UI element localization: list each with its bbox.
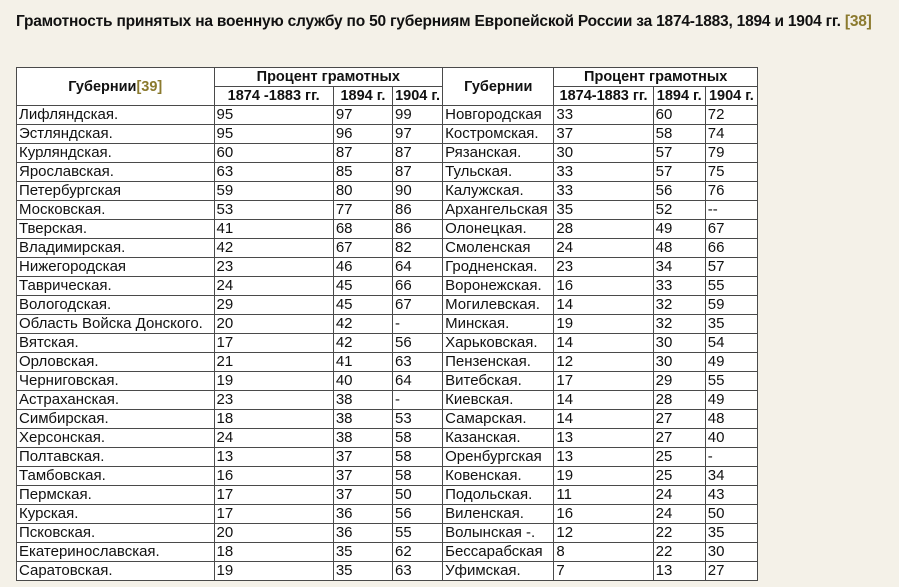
gubernia-name: Астраханская. xyxy=(17,391,215,410)
value-1874-1883-right: 17 xyxy=(554,372,653,391)
value-1904: 50 xyxy=(392,486,442,505)
value-1874-1883: 60 xyxy=(214,144,333,163)
value-1894-right: 34 xyxy=(653,258,705,277)
value-1894: 46 xyxy=(333,258,392,277)
value-1904-right: 66 xyxy=(705,239,757,258)
gubernia-name: Черниговская. xyxy=(17,372,215,391)
value-1894: 38 xyxy=(333,391,392,410)
value-1904: 99 xyxy=(392,106,442,125)
value-1904: - xyxy=(392,315,442,334)
value-1874-1883: 18 xyxy=(214,410,333,429)
value-1894: 85 xyxy=(333,163,392,182)
gubernia-name-right: Смоленская xyxy=(443,239,554,258)
gubernii-footnote-link[interactable]: [39] xyxy=(136,78,163,95)
value-1904-right: 40 xyxy=(705,429,757,448)
value-1874-1883: 17 xyxy=(214,505,333,524)
gubernia-name-right: Ковенская. xyxy=(443,467,554,486)
gubernia-name-right: Волынская -. xyxy=(443,524,554,543)
value-1874-1883-right: 16 xyxy=(554,277,653,296)
value-1874-1883-right: 28 xyxy=(554,220,653,239)
value-1874-1883-right: 24 xyxy=(554,239,653,258)
table-row xyxy=(17,486,758,505)
table-row xyxy=(17,277,758,296)
value-1874-1883: 59 xyxy=(214,182,333,201)
year-header: 1894 г. xyxy=(333,87,392,106)
value-1894-right: 52 xyxy=(653,201,705,220)
gubernia-name: Екатеринославская. xyxy=(17,543,215,562)
value-1894: 37 xyxy=(333,486,392,505)
gubernia-name: Вологодская. xyxy=(17,296,215,315)
value-1894-right: 27 xyxy=(653,410,705,429)
value-1904-right: 67 xyxy=(705,220,757,239)
gubernia-name: Таврическая. xyxy=(17,277,215,296)
table-body xyxy=(17,106,758,581)
year-header-right: 1904 г. xyxy=(705,87,757,106)
value-1874-1883-right: 35 xyxy=(554,201,653,220)
value-1894-right: 25 xyxy=(653,467,705,486)
value-1874-1883: 17 xyxy=(214,486,333,505)
value-1894: 68 xyxy=(333,220,392,239)
gubernia-name: Петербургская xyxy=(17,182,215,201)
value-1874-1883-right: 30 xyxy=(554,144,653,163)
value-1904-right: 72 xyxy=(705,106,757,125)
table-row xyxy=(17,353,758,372)
table-row xyxy=(17,429,758,448)
value-1874-1883-right: 11 xyxy=(554,486,653,505)
value-1904-right: 34 xyxy=(705,467,757,486)
gubernia-name: Московская. xyxy=(17,201,215,220)
value-1874-1883-right: 14 xyxy=(554,410,653,429)
year-header-right: 1894 г. xyxy=(653,87,705,106)
value-1894-right: 22 xyxy=(653,524,705,543)
gubernia-name: Курская. xyxy=(17,505,215,524)
value-1874-1883-right: 12 xyxy=(554,353,653,372)
gubernia-name: Тамбовская. xyxy=(17,467,215,486)
gubernia-name-right: Бессарабская xyxy=(443,543,554,562)
value-1904: 56 xyxy=(392,505,442,524)
literacy-table xyxy=(16,67,758,581)
value-1904: 58 xyxy=(392,448,442,467)
value-1894: 67 xyxy=(333,239,392,258)
value-1894-right: 24 xyxy=(653,486,705,505)
gubernia-name-right: Казанская. xyxy=(443,429,554,448)
gubernia-name: Пермская. xyxy=(17,486,215,505)
gubernia-name-right: Воронежская. xyxy=(443,277,554,296)
value-1874-1883: 20 xyxy=(214,315,333,334)
value-1874-1883-right: 13 xyxy=(554,448,653,467)
value-1874-1883: 19 xyxy=(214,372,333,391)
gubernii-header-right: Губернии xyxy=(443,68,554,106)
value-1894: 38 xyxy=(333,429,392,448)
table-row xyxy=(17,448,758,467)
gubernia-name-right: Пензенская. xyxy=(443,353,554,372)
value-1904: 55 xyxy=(392,524,442,543)
value-1904-right: -- xyxy=(705,201,757,220)
table-row xyxy=(17,315,758,334)
gubernia-name-right: Тульская. xyxy=(443,163,554,182)
year-header-right: 1874-1883 гг. xyxy=(554,87,653,106)
table-row xyxy=(17,144,758,163)
value-1894: 87 xyxy=(333,144,392,163)
value-1904-right: 30 xyxy=(705,543,757,562)
table-row xyxy=(17,562,758,581)
value-1874-1883-right: 19 xyxy=(554,467,653,486)
value-1894-right: 32 xyxy=(653,315,705,334)
value-1904-right: 49 xyxy=(705,391,757,410)
year-header: 1904 г. xyxy=(392,87,442,106)
percent-header-right: Процент грамотных xyxy=(554,68,758,87)
value-1894-right: 57 xyxy=(653,163,705,182)
value-1894: 96 xyxy=(333,125,392,144)
title-footnote-link[interactable]: [38] xyxy=(844,13,872,30)
gubernia-name-right: Подольская. xyxy=(443,486,554,505)
table-row xyxy=(17,296,758,315)
value-1894: 41 xyxy=(333,353,392,372)
gubernia-name-right: Калужская. xyxy=(443,182,554,201)
value-1874-1883-right: 19 xyxy=(554,315,653,334)
value-1894: 45 xyxy=(333,296,392,315)
value-1894-right: 30 xyxy=(653,334,705,353)
value-1904: 56 xyxy=(392,334,442,353)
value-1904-right: 59 xyxy=(705,296,757,315)
table-row xyxy=(17,391,758,410)
table-row xyxy=(17,106,758,125)
gubernia-name-right: Костромская. xyxy=(443,125,554,144)
percent-header: Процент грамотных xyxy=(214,68,443,87)
value-1904-right: 48 xyxy=(705,410,757,429)
value-1894-right: 27 xyxy=(653,429,705,448)
value-1904-right: 35 xyxy=(705,315,757,334)
value-1874-1883: 53 xyxy=(214,201,333,220)
value-1874-1883: 13 xyxy=(214,448,333,467)
table-row xyxy=(17,505,758,524)
gubernia-name: Курляндская. xyxy=(17,144,215,163)
value-1874-1883-right: 33 xyxy=(554,106,653,125)
value-1904-right: 75 xyxy=(705,163,757,182)
gubernia-name-right: Виленская. xyxy=(443,505,554,524)
value-1874-1883: 17 xyxy=(214,334,333,353)
value-1874-1883: 19 xyxy=(214,562,333,581)
value-1904-right: 76 xyxy=(705,182,757,201)
value-1904: 53 xyxy=(392,410,442,429)
value-1904: 97 xyxy=(392,125,442,144)
gubernia-name-right: Рязанская. xyxy=(443,144,554,163)
table-row xyxy=(17,524,758,543)
value-1904: 63 xyxy=(392,353,442,372)
gubernia-name: Саратовская. xyxy=(17,562,215,581)
value-1894: 42 xyxy=(333,315,392,334)
title-text: Грамотность принятых на военную службу по 50 губерниям Европейской России за 1874-1883, 1894 и 1904 гг. xyxy=(16,13,841,30)
gubernia-name: Полтавская. xyxy=(17,448,215,467)
value-1904: 90 xyxy=(392,182,442,201)
value-1904: 64 xyxy=(392,258,442,277)
value-1874-1883-right: 33 xyxy=(554,163,653,182)
table-row xyxy=(17,182,758,201)
gubernia-name: Вятская. xyxy=(17,334,215,353)
value-1894: 36 xyxy=(333,524,392,543)
value-1874-1883: 18 xyxy=(214,543,333,562)
gubernia-name: Орловская. xyxy=(17,353,215,372)
gubernia-name-right: Уфимская. xyxy=(443,562,554,581)
value-1894-right: 28 xyxy=(653,391,705,410)
value-1874-1883-right: 37 xyxy=(554,125,653,144)
value-1874-1883: 24 xyxy=(214,429,333,448)
value-1874-1883-right: 8 xyxy=(554,543,653,562)
gubernia-name-right: Олонецкая. xyxy=(443,220,554,239)
gubernia-name-right: Архангельская xyxy=(443,201,554,220)
value-1894-right: 13 xyxy=(653,562,705,581)
table-row xyxy=(17,543,758,562)
value-1874-1883-right: 33 xyxy=(554,182,653,201)
value-1894: 37 xyxy=(333,467,392,486)
value-1904-right: 79 xyxy=(705,144,757,163)
value-1904-right: 55 xyxy=(705,277,757,296)
gubernia-name-right: Гродненская. xyxy=(443,258,554,277)
value-1874-1883: 63 xyxy=(214,163,333,182)
value-1874-1883-right: 14 xyxy=(554,334,653,353)
value-1904: 87 xyxy=(392,144,442,163)
value-1904: 62 xyxy=(392,543,442,562)
value-1874-1883: 24 xyxy=(214,277,333,296)
value-1874-1883-right: 12 xyxy=(554,524,653,543)
value-1894-right: 48 xyxy=(653,239,705,258)
value-1904-right: 50 xyxy=(705,505,757,524)
value-1874-1883-right: 14 xyxy=(554,296,653,315)
value-1894: 77 xyxy=(333,201,392,220)
value-1894: 35 xyxy=(333,543,392,562)
page-title xyxy=(16,12,896,31)
gubernia-name: Лифляндская. xyxy=(17,106,215,125)
gubernia-name-right: Могилевская. xyxy=(443,296,554,315)
gubernia-name-right: Оренбургская xyxy=(443,448,554,467)
value-1894-right: 57 xyxy=(653,144,705,163)
value-1904-right: 49 xyxy=(705,353,757,372)
value-1904-right: 43 xyxy=(705,486,757,505)
value-1874-1883-right: 14 xyxy=(554,391,653,410)
gubernia-name: Херсонская. xyxy=(17,429,215,448)
value-1874-1883: 16 xyxy=(214,467,333,486)
value-1894-right: 29 xyxy=(653,372,705,391)
value-1894: 97 xyxy=(333,106,392,125)
table-row xyxy=(17,258,758,277)
table-row xyxy=(17,163,758,182)
value-1874-1883: 21 xyxy=(214,353,333,372)
value-1894-right: 49 xyxy=(653,220,705,239)
value-1874-1883: 23 xyxy=(214,258,333,277)
value-1894: 36 xyxy=(333,505,392,524)
gubernia-name: Псковская. xyxy=(17,524,215,543)
table-row xyxy=(17,467,758,486)
value-1874-1883: 95 xyxy=(214,106,333,125)
gubernia-name: Владимирская. xyxy=(17,239,215,258)
gubernia-name: Симбирская. xyxy=(17,410,215,429)
table-row xyxy=(17,220,758,239)
year-header: 1874 -1883 гг. xyxy=(214,87,333,106)
value-1904: 87 xyxy=(392,163,442,182)
value-1874-1883: 23 xyxy=(214,391,333,410)
value-1904-right: 35 xyxy=(705,524,757,543)
value-1904-right: 54 xyxy=(705,334,757,353)
value-1904: 66 xyxy=(392,277,442,296)
value-1894: 45 xyxy=(333,277,392,296)
value-1894: 40 xyxy=(333,372,392,391)
gubernia-name-right: Витебская. xyxy=(443,372,554,391)
value-1874-1883: 29 xyxy=(214,296,333,315)
gubernia-name: Ярославская. xyxy=(17,163,215,182)
gubernia-name-right: Киевская. xyxy=(443,391,554,410)
gubernii-header: Губернии[39] xyxy=(17,68,215,106)
value-1904: 86 xyxy=(392,201,442,220)
value-1904-right: 55 xyxy=(705,372,757,391)
value-1904: 67 xyxy=(392,296,442,315)
value-1894-right: 30 xyxy=(653,353,705,372)
value-1904: 58 xyxy=(392,429,442,448)
value-1874-1883: 42 xyxy=(214,239,333,258)
value-1874-1883-right: 16 xyxy=(554,505,653,524)
gubernia-name: Эстляндская. xyxy=(17,125,215,144)
value-1904: 64 xyxy=(392,372,442,391)
value-1894-right: 33 xyxy=(653,277,705,296)
gubernia-name-right: Харьковская. xyxy=(443,334,554,353)
value-1904-right: 74 xyxy=(705,125,757,144)
value-1894: 38 xyxy=(333,410,392,429)
value-1894: 35 xyxy=(333,562,392,581)
table-row xyxy=(17,372,758,391)
gubernia-name: Тверская. xyxy=(17,220,215,239)
value-1874-1883-right: 7 xyxy=(554,562,653,581)
value-1874-1883-right: 13 xyxy=(554,429,653,448)
value-1894-right: 32 xyxy=(653,296,705,315)
value-1874-1883-right: 23 xyxy=(554,258,653,277)
table-row xyxy=(17,239,758,258)
header-row-1 xyxy=(17,68,758,87)
value-1894-right: 25 xyxy=(653,448,705,467)
value-1904-right: 27 xyxy=(705,562,757,581)
value-1894-right: 58 xyxy=(653,125,705,144)
value-1894: 37 xyxy=(333,448,392,467)
value-1904: 86 xyxy=(392,220,442,239)
gubernia-name-right: Самарская. xyxy=(443,410,554,429)
value-1904: 63 xyxy=(392,562,442,581)
table-row xyxy=(17,334,758,353)
value-1904: 82 xyxy=(392,239,442,258)
value-1874-1883: 41 xyxy=(214,220,333,239)
value-1894-right: 56 xyxy=(653,182,705,201)
table-row xyxy=(17,125,758,144)
value-1904-right: - xyxy=(705,448,757,467)
value-1894-right: 24 xyxy=(653,505,705,524)
value-1894: 80 xyxy=(333,182,392,201)
table-row xyxy=(17,410,758,429)
gubernia-name-right: Минская. xyxy=(443,315,554,334)
value-1894-right: 60 xyxy=(653,106,705,125)
gubernia-name: Область Войска Донского. xyxy=(17,315,215,334)
value-1894-right: 22 xyxy=(653,543,705,562)
gubernia-name: Нижегородская xyxy=(17,258,215,277)
value-1874-1883: 20 xyxy=(214,524,333,543)
value-1894: 42 xyxy=(333,334,392,353)
value-1874-1883: 95 xyxy=(214,125,333,144)
value-1904-right: 57 xyxy=(705,258,757,277)
gubernia-name-right: Новгородская xyxy=(443,106,554,125)
value-1904: - xyxy=(392,391,442,410)
table-row xyxy=(17,201,758,220)
value-1904: 58 xyxy=(392,467,442,486)
